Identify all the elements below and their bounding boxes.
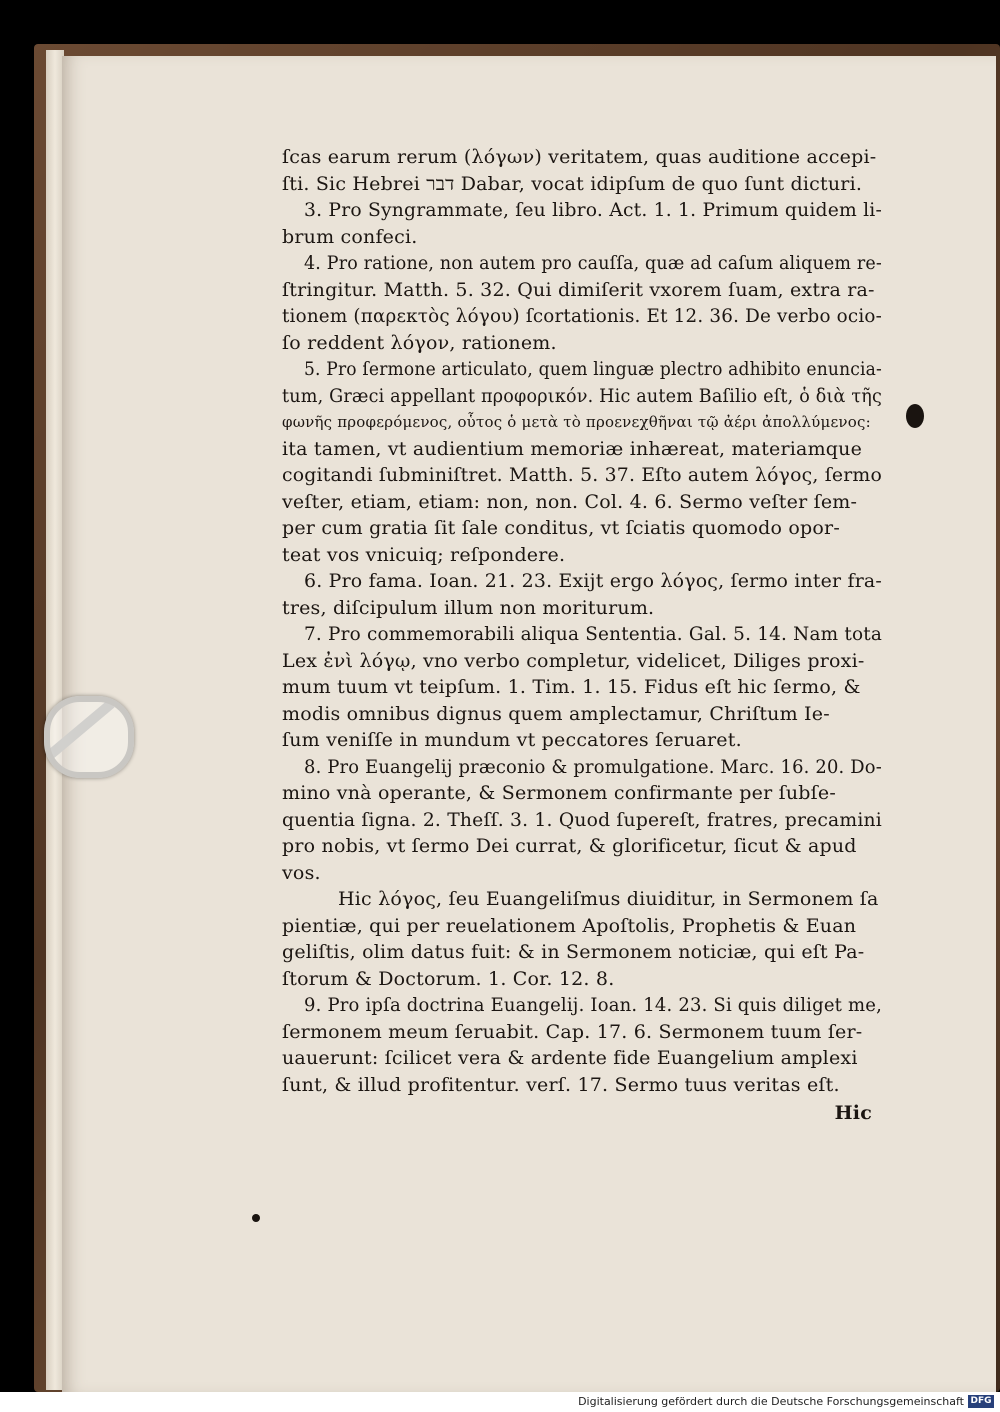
text-line: Hic λόγος, ſeu Euangeliſmus diuiditur, in Sermonem ſa bbox=[338, 888, 879, 910]
text-line: Lex ἐνὶ λόγῳ, vno verbo completur, videlicet, Diliges proxi- bbox=[282, 649, 865, 672]
text-line: ſum veniſſe in mundum vt peccatores ſeruaret. bbox=[282, 729, 742, 751]
text-line: φωνῆς προφερόμενος, οὗτος ὁ μετὰ τὸ προενεχθῆναι τῷ ἀέρι ἀπολλύμενος: bbox=[282, 413, 871, 431]
text-line: ſunt, & illud profitentur. verſ. 17. Sermo tuus veritas eſt. bbox=[282, 1073, 840, 1096]
binding-hole bbox=[906, 404, 924, 428]
text-line: ſcas earum rerum (λόγων) veritatem, quas auditione accepi- bbox=[282, 146, 877, 168]
text-line: mum tuum vt teipſum. 1. Tim. 1. 15. Fidus eſt hic ſermo, & bbox=[282, 676, 861, 698]
text-line: quentia ſigna. 2. Theſſ. 3. 1. Quod ſupereſt, fratres, precamini bbox=[282, 808, 882, 831]
text-line: mino vnà operante, & Sermonem confirmante per ſubſe- bbox=[282, 782, 836, 804]
footer-bar bbox=[0, 1392, 1000, 1412]
dfg-logo: DFG bbox=[968, 1395, 994, 1408]
text-line: tionem (παρεκτὸς λόγου) ſcortationis. Et 12. 36. De verbo ocio- bbox=[282, 305, 882, 327]
text-line: 6. Pro fama. Ioan. 21. 23. Exijt ergo λόγος, ſermo inter fra- bbox=[304, 570, 882, 592]
text-line: vos. bbox=[282, 861, 321, 884]
text-line: brum confeci. bbox=[282, 225, 418, 248]
text-line: teat vos vnicuiq; reſpondere. bbox=[282, 543, 566, 566]
footer-credit: Digitalisierung gefördert durch die Deutsche Forschungsgemeinschaft bbox=[578, 1395, 964, 1408]
text-line: per cum gratia ſit ſale conditus, vt ſciatis quomodo opor- bbox=[282, 517, 840, 539]
text-line: ita tamen, vt audientium memoriæ inhæreat, materiamque bbox=[282, 437, 863, 460]
text-line: 5. Pro ſermone articulato, quem linguæ plectro adhibito enuncia- bbox=[304, 358, 882, 380]
text-line: modis omnibus dignus quem amplectamur, Chriſtum Ie- bbox=[282, 702, 830, 725]
page-text bbox=[282, 144, 882, 1127]
text-line: ſti. Sic Hebrei דבר Dabar, vocat idipſum de quo ſunt dicturi. bbox=[282, 172, 863, 195]
text-line: geliſtis, olim datus fuit: & in Sermonem noticiæ, qui eſt Pa- bbox=[282, 941, 865, 963]
text-line: uauerunt: ſcilicet vera & ardente fide Euangelium amplexi bbox=[282, 1047, 858, 1069]
text-line: tres, diſcipulum illum non moriturum. bbox=[282, 596, 655, 619]
text-line: pro nobis, vt ſermo Dei currat, & glorificetur, ſicut & apud bbox=[282, 835, 857, 857]
text-line: 4. Pro ratione, non autem pro cauſſa, quæ ad caſum aliquem re- bbox=[304, 252, 882, 274]
text-line: pientiæ, qui per reuelationem Apoſtolis, Prophetis & Euan bbox=[282, 914, 857, 937]
text-line: ſtorum & Doctorum. 1. Cor. 12. 8. bbox=[282, 967, 615, 990]
paper-clip bbox=[44, 696, 134, 778]
text-line: ſermonem meum ſeruabit. Cap. 17. 6. Sermonem tuum ſer- bbox=[282, 1020, 863, 1043]
text-line: veſter, etiam, etiam: non, non. Col. 4. 6. Sermo veſter ſem- bbox=[282, 490, 858, 513]
text-line: 7. Pro commemorabili aliqua Sententia. Gal. 5. 14. Nam tota bbox=[304, 623, 882, 645]
text-line: 3. Pro Syngrammate, ſeu libro. Act. 1. 1. Primum quidem li- bbox=[304, 199, 882, 221]
text-line: 8. Pro Euangelij præconio & promulgatione. Marc. 16. 20. Do- bbox=[304, 755, 882, 778]
text-line: cogitandi ſubminiſtret. Matth. 5. 37. Eſto autem λόγος, ſermo bbox=[282, 464, 882, 486]
catchword: Hic bbox=[834, 1102, 872, 1124]
text-line: ſo reddent λόγον, rationem. bbox=[282, 331, 557, 354]
text-line: ſtringitur. Matth. 5. 32. Qui dimiſerit vxorem ſuam, extra ra- bbox=[282, 278, 875, 301]
binding-hole bbox=[252, 1214, 260, 1222]
text-line: 9. Pro ipſa doctrina Euangelij. Ioan. 14. 23. Si quis diliget me, bbox=[304, 994, 882, 1016]
text-line: tum, Græci appellant προφορικόν. Hic autem Baſilio eſt, ὁ διὰ τῆς bbox=[282, 384, 882, 407]
